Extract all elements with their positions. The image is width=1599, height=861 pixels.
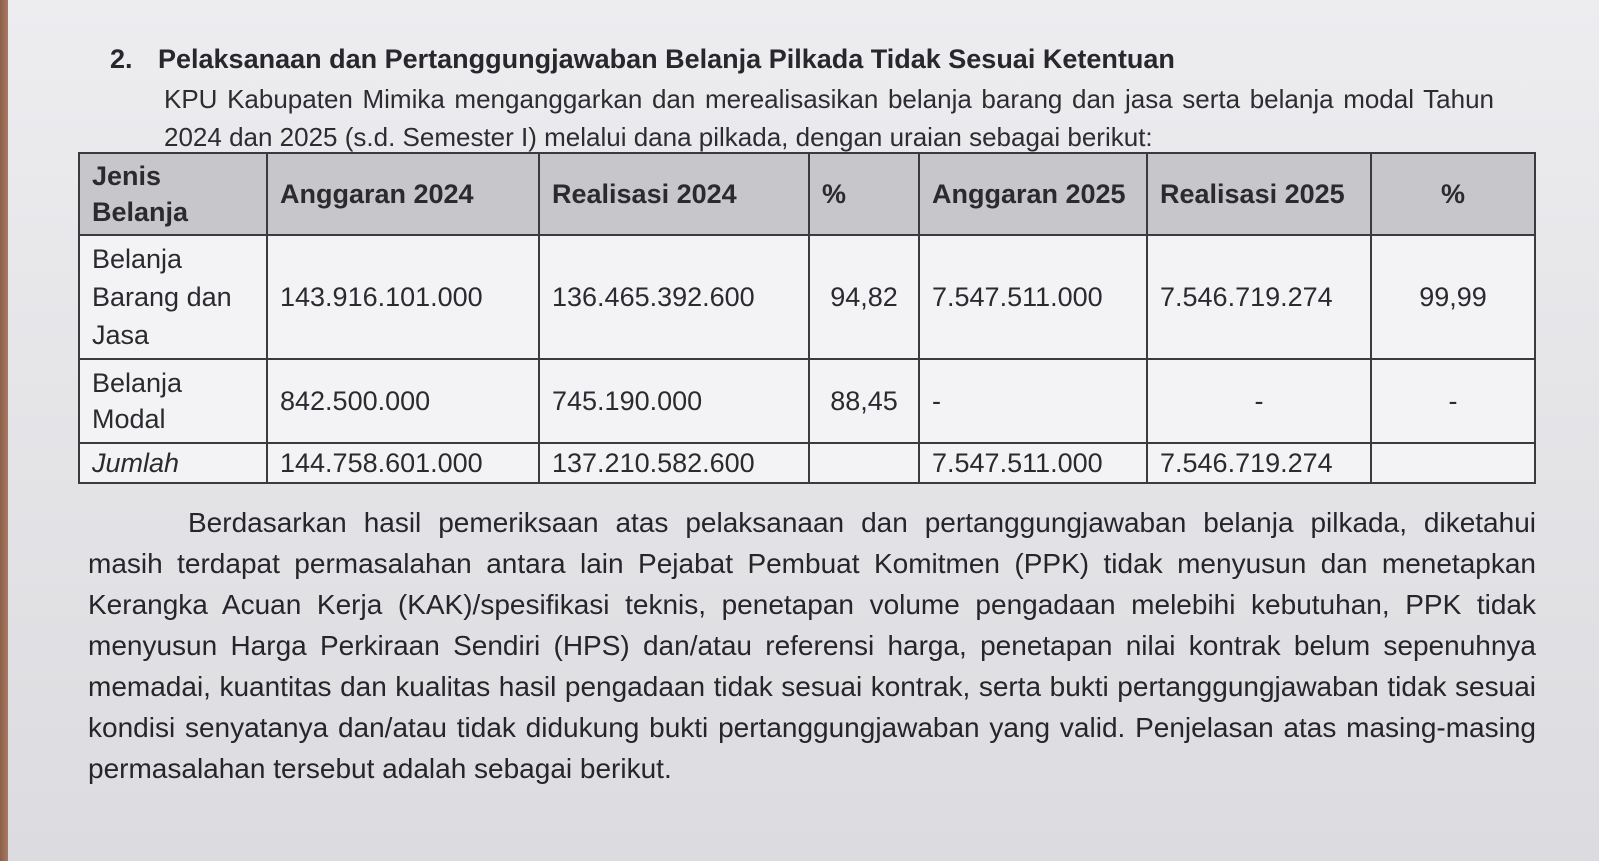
cell-anggaran-2025: -: [919, 359, 1147, 443]
cell-realisasi-2024: 136.465.392.600: [539, 235, 809, 359]
findings-paragraph: Berdasarkan hasil pemeriksaan atas pelaksanaan dan pertanggungjawaban belanja pilkada, diketahui masih terdapat permasalahan antara lain Pejabat Pembuat Komitmen (PPK) tidak menyusun dan menetapkan Kerangka Acuan Kerja (KAK)/spesifikasi teknis, penetapan volume pengadaan melebihi kebutuhan, PPK tidak menyusun Harga Perkiraan Sendiri (HPS) dan/atau referensi harga, penetapan nilai kontrak belum sepenuhnya memadai, kuantitas dan kualitas hasil pengadaan tidak sesuai kontrak, serta bukti pertanggungjawaban tidak sesuai kondisi senyatanya dan/atau tidak didukung bukti pertanggungjawaban yang valid. Penjelasan atas masing-masing permasalahan tersebut adalah sebagai berikut.: [88, 507, 1536, 784]
table-header-row: [79, 153, 1535, 235]
header-jenis: Jenis Belanja: [79, 153, 267, 235]
header-pct-2025: %: [1371, 153, 1535, 235]
table-row: [79, 235, 1535, 359]
cell-pct-2025: 99,99: [1371, 235, 1535, 359]
cell-total-realisasi-2024: 137.210.582.600: [539, 443, 809, 483]
cell-realisasi-2024: 745.190.000: [539, 359, 809, 443]
header-realisasi-2024: Realisasi 2024: [539, 153, 809, 235]
cell-anggaran-2024: 143.916.101.000: [267, 235, 539, 359]
header-realisasi-2025: Realisasi 2025: [1147, 153, 1371, 235]
intro-text: KPU Kabupaten Mimika menganggarkan dan merealisasikan belanja barang dan jasa serta belanja modal Tahun 2024 dan 2025 (s.d. Semester I) melalui dana pilkada, dengan uraian sebagai berikut:: [164, 84, 1494, 152]
header-pct-2024: %: [809, 153, 919, 235]
table-total-row: [79, 443, 1535, 483]
budget-table: [78, 152, 1536, 484]
cell-total-realisasi-2025: 7.546.719.274: [1147, 443, 1371, 483]
section-heading: [110, 44, 1175, 75]
paper-edge: [0, 0, 8, 861]
cell-jenis: Belanja Modal: [79, 359, 267, 443]
header-anggaran-2025: Anggaran 2025: [919, 153, 1147, 235]
section-title: Pelaksanaan dan Pertanggungjawaban Belanja Pilkada Tidak Sesuai Ketentuan: [158, 44, 1175, 74]
cell-pct-2025: -: [1371, 359, 1535, 443]
section-number: 2.: [110, 44, 133, 74]
cell-pct-2024: 88,45: [809, 359, 919, 443]
cell-total-anggaran-2024: 144.758.601.000: [267, 443, 539, 483]
cell-total-label: Jumlah: [79, 443, 267, 483]
cell-jenis: Belanja Barang dan Jasa: [79, 235, 267, 359]
cell-anggaran-2025: 7.547.511.000: [919, 235, 1147, 359]
cell-total-pct-2024: [809, 443, 919, 483]
table-row: [79, 359, 1535, 443]
cell-anggaran-2024: 842.500.000: [267, 359, 539, 443]
cell-total-anggaran-2025: 7.547.511.000: [919, 443, 1147, 483]
cell-realisasi-2025: -: [1147, 359, 1371, 443]
cell-realisasi-2025: 7.546.719.274: [1147, 235, 1371, 359]
cell-pct-2024: 94,82: [809, 235, 919, 359]
header-anggaran-2024: Anggaran 2024: [267, 153, 539, 235]
cell-total-pct-2025: [1371, 443, 1535, 483]
